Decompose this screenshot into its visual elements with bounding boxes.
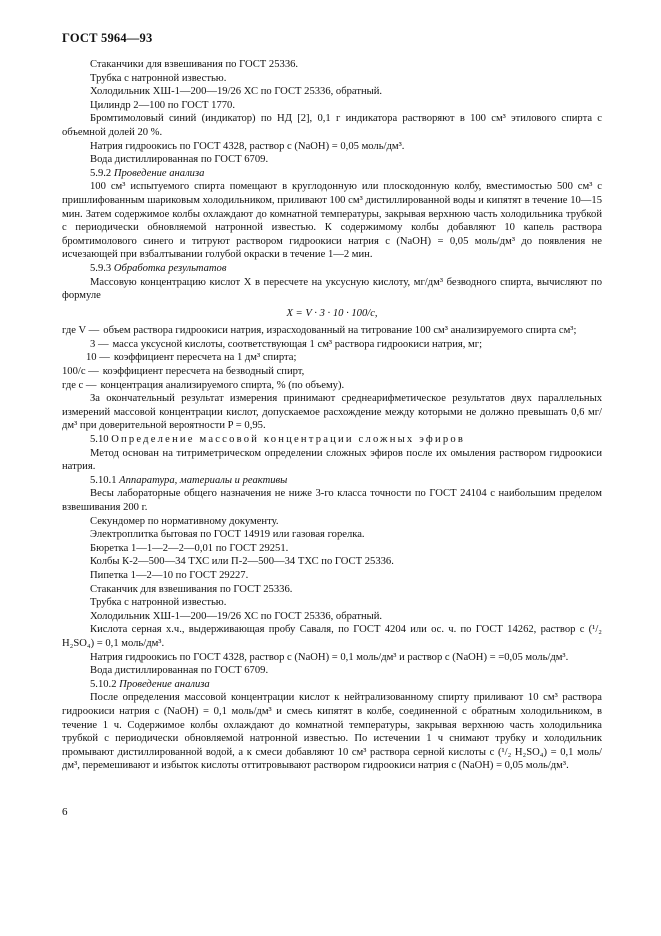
section-heading-5-9-3 bbox=[62, 262, 602, 276]
paragraph: Стаканчики для взвешивания по ГОСТ 25336. bbox=[90, 59, 299, 70]
paragraph: Пипетка 1—2—10 по ГОСТ 29227. bbox=[90, 569, 249, 581]
formula: X = V · 3 · 10 · 100/c, bbox=[286, 307, 378, 319]
paragraph: Секундомер по нормативному документу. bbox=[90, 515, 279, 527]
formula-legend bbox=[62, 324, 602, 392]
paragraph: Вода дистиллированная по ГОСТ 6709. bbox=[90, 665, 269, 677]
section-title: Проведение анализа bbox=[119, 678, 210, 690]
paragraph: Бюретка 1—1—2—2—0,01 по ГОСТ 29251. bbox=[90, 542, 289, 554]
legend-description: коэффициент пересчета на 1 дм³ спирта; bbox=[113, 352, 297, 364]
legend-row bbox=[62, 324, 602, 338]
legend-row bbox=[62, 379, 602, 393]
legend-description: объем раствора гидроокиси натрия, израсходованный на титрование 100 см³ анализируемого спирта см³; bbox=[103, 325, 577, 337]
paragraph: Холодильник ХШ-1—200—19/26 ХС по ГОСТ 25336, обратный. bbox=[90, 86, 383, 98]
legend-row bbox=[62, 338, 602, 352]
section-title: Аппаратура, материалы и реактивы bbox=[119, 474, 288, 486]
legend-symbol: 3 — bbox=[90, 338, 109, 350]
section-number: 5.9.3 bbox=[90, 262, 112, 274]
paragraph: 100 см³ испытуемого спирта помещают в круглодонную или плоскодонную колбу, вместимостью 500 см³ с пришлифованным шариковым холодильником, приливают 100 см³ дистиллированной воды и кипятят в течение 10—15 мин. Затем содержимое колбы охлаждают до комнатной температуры, закрывая верхнюю часть холодильника трубкой с периодически обновляемой натронной известью. К содержимому колбы добавляют 10 капель раствора бромтимолового синего и титруют раствором гидроокиси натрия c (NaOH) = 0,05 моль/дм³ до появления не исчезающей при взбалтывании голубой окраски в течение 1—2 мин. bbox=[62, 181, 602, 261]
paragraph: Трубка с натронной известью. bbox=[90, 72, 227, 84]
legend-symbol: 10 — bbox=[86, 352, 110, 364]
paragraph: Бромтимоловый синий (индикатор) по НД [2], 0,1 г индикатора растворяют в 100 см³ этилового спирта с объемной долей 20 %. bbox=[62, 113, 602, 138]
paragraph: Трубка с натронной известью. bbox=[90, 597, 227, 609]
section-number: 5.9.2 bbox=[90, 167, 112, 179]
legend-description: масса уксусной кислоты, соответствующая 1 см³ раствора гидроокиси натрия, мг; bbox=[112, 338, 483, 350]
section-heading-5-9-2 bbox=[62, 167, 602, 181]
paragraph: Кислота серная х.ч., выдерживающая пробу Саваля, по ГОСТ 4204 или ос. ч. по ГОСТ 14262, раствор c (¹/₂ H₂SO₄) = 0,1 моль/дм³. bbox=[62, 624, 602, 649]
paragraph: Метод основан на титриметрическом определении сложных эфиров после их омыления раствором гидроокиси натрия. bbox=[62, 447, 602, 473]
section-number: 5.10 bbox=[90, 434, 109, 446]
legend-symbol: где V — bbox=[62, 325, 100, 337]
section-heading-5-10-1 bbox=[62, 474, 602, 488]
paragraph: Цилиндр 2—100 по ГОСТ 1770. bbox=[90, 99, 235, 111]
paragraph: Электроплитка бытовая по ГОСТ 14919 или газовая горелка. bbox=[90, 529, 365, 541]
legend-description: концентрация анализируемого спирта, % (по объему). bbox=[100, 379, 345, 391]
paragraph: Натрия гидроокись по ГОСТ 4328, раствор c (NaOH) = 0,1 моль/дм³ и раствор c (NaOH) = =0,05 моль/дм³. bbox=[90, 651, 569, 663]
legend-row bbox=[62, 365, 602, 379]
section-number: 5.10.2 bbox=[90, 678, 117, 690]
paragraph: За окончательный результат измерения принимают среднеарифметическое результатов двух параллельных измерений массовой концентрации кислот, допускаемое расхождение между которыми не должно превышать 0,6 мг/дм³ при доверительной вероятности P = 0,95. bbox=[62, 393, 602, 432]
section-title: Определение массовой концентрации сложных эфиров bbox=[111, 434, 466, 446]
paragraph: Весы лабораторные общего назначения не ниже 3-го класса точности по ГОСТ 24104 с наибольшим пределом взвешивания 200 г. bbox=[62, 488, 602, 513]
legend-symbol: 100/c — bbox=[62, 366, 99, 378]
document-body bbox=[62, 58, 602, 773]
legend-row bbox=[62, 351, 602, 365]
section-title: Обработка результатов bbox=[113, 262, 227, 274]
paragraph: Натрия гидроокись по ГОСТ 4328, раствор c (NaOH) = 0,05 моль/дм³. bbox=[90, 140, 405, 152]
paragraph: Холодильник ХШ-1—200—19/26 ХС по ГОСТ 25336, обратный. bbox=[90, 610, 383, 622]
legend-description: коэффициент пересчета на безводный спирт, bbox=[102, 366, 305, 378]
section-heading-5-10-2 bbox=[62, 678, 602, 692]
paragraph: Стаканчик для взвешивания по ГОСТ 25336. bbox=[90, 583, 293, 595]
standard-header: ГОСТ 5964—93 bbox=[62, 31, 153, 45]
section-title: Проведение анализа bbox=[113, 167, 205, 179]
legend-symbol: где c — bbox=[62, 379, 97, 391]
paragraph: Вода дистиллированная по ГОСТ 6709. bbox=[90, 154, 269, 166]
paragraph: Колбы К-2—500—34 ТХС или П-2—500—34 ТХС по ГОСТ 25336. bbox=[90, 556, 394, 568]
section-heading-5-10 bbox=[62, 433, 602, 447]
paragraph: Массовую концентрацию кислот X в пересчете на уксусную кислоту, мг/дм³ безводного спирта, вычисляют по формуле bbox=[62, 276, 602, 302]
section-number: 5.10.1 bbox=[90, 474, 117, 486]
page-number: 6 bbox=[62, 806, 68, 818]
paragraph: После определения массовой концентрации кислот к нейтрализованному спирту приливают 10 см³ раствора гидроокиси натрия c (NaOH) = 0,1 моль/дм³ и смесь кипятят в колбе, соединенной с обратным холодильником, в течение 1 ч. Содержимое колбы охлаждают до комнатной температуры, закрывая верхнюю часть холодильника трубкой с периодически обновляемой натронной известью. По истечении 1 ч снимают трубку и холодильник промывают дистиллированной водой, а к смеси добавляют 10 см³ раствора серной кислоты c (¹/₂ H₂SO₄) = 0,1 моль/дм³, перемешивают и избыток кислоты оттитровывают раствором гидроокиси натрия c (NaOH) = 0,05 моль/дм³. bbox=[62, 692, 602, 772]
